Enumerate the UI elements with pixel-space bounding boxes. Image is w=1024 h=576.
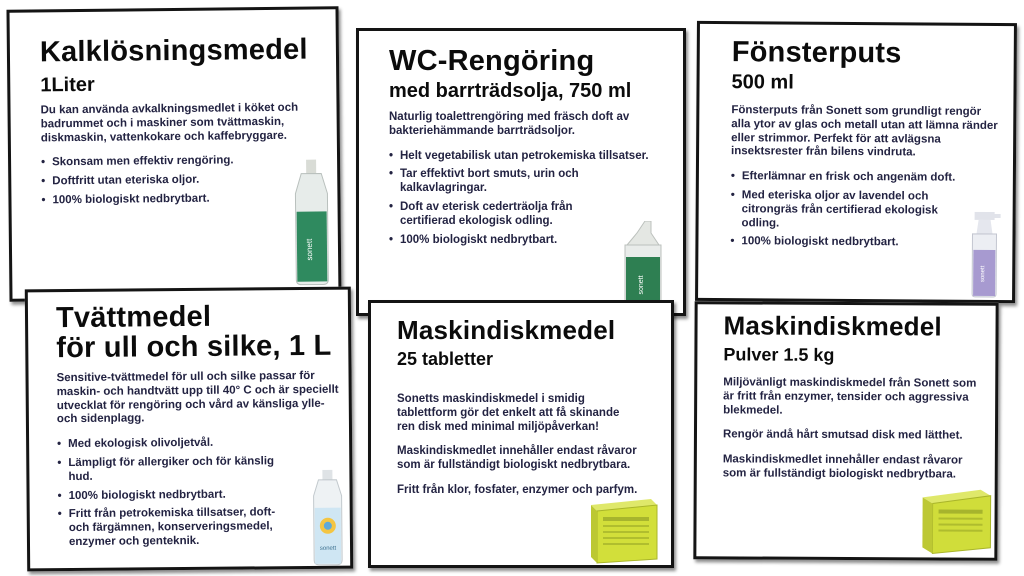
product-card-fonsterputs xyxy=(695,21,1017,303)
product-card-tvattmedel-ull-silke xyxy=(25,287,353,572)
feature-list xyxy=(730,170,971,251)
feature-item: • 100% biologiskt nedbrytbart. xyxy=(58,488,298,504)
card-paragraph: Maskindiskmedlet innehåller endast råvaror som är fullständigt biologiskt nedbrytbara. xyxy=(397,445,637,472)
card-title: Fönsterputs xyxy=(731,36,902,70)
card-paragraph: Sensitive-tvättmedel för ull och silke passar för maskin- och handtvätt upp till 40° C och är speciellt utvecklat för rengöring och vård av känsliga ylle- och sidenplagg. xyxy=(56,369,339,426)
card-title: WC-Rengöring xyxy=(389,45,595,77)
card-paragraph: Fritt från klor, fosfater, enzymer och parfym. xyxy=(397,483,638,496)
card-paragraph: Maskindiskmedlet innehåller endast råvaror som är fullständigt biologiskt nedbrytbara. xyxy=(722,453,963,481)
card-body xyxy=(723,376,986,493)
product-card-kalklosningsmedel xyxy=(6,6,341,301)
feature-list xyxy=(41,154,282,208)
card-body xyxy=(730,104,1003,256)
feature-item: • Efterlämnar en frisk och angenäm doft. xyxy=(731,170,971,185)
feature-list xyxy=(57,436,298,550)
product-bottle-image xyxy=(305,470,350,566)
product-card-maskindiskmedel-tabletter xyxy=(368,300,674,568)
feature-item: • Skonsam men effektiv rengöring. xyxy=(41,154,281,170)
feature-item: • Tar effektivt bort smuts, urin och kalkavlagringar. xyxy=(389,168,625,196)
product-label: sonett xyxy=(304,238,315,261)
product-card-wc-rengoring xyxy=(356,28,686,316)
card-title: Kalklösningsmedel xyxy=(39,33,308,69)
card-body xyxy=(56,370,340,555)
card-title: Maskindiskmedel xyxy=(397,315,616,345)
card-body xyxy=(397,393,653,509)
card-title: Maskindiskmedel xyxy=(723,310,942,342)
feature-list xyxy=(389,149,649,248)
product-bottle-image xyxy=(287,159,336,285)
card-paragraph: Naturlig toalettrengöring med fräsch doft av bakteriehämmande barrträdsoljor. xyxy=(389,111,630,137)
feature-item: • Med ekologisk olivoljetvål. xyxy=(57,436,297,452)
card-paragraph: Du kan använda avkalkningsmedlet i köket och badrummet och i maskiner som tvättmaskin, diskmaskin, vattenkokare och kaffebryggare. xyxy=(40,101,299,144)
feature-item: • Doftfritt utan eteriska oljor. xyxy=(41,173,281,189)
card-subtitle: 500 ml xyxy=(731,71,794,94)
card-paragraph: Sonetts maskindiskmedel i smidig tablettform gör det enkelt att få skinande ren disk med minimal miljöpåverkan! xyxy=(397,393,620,433)
product-label: sonett xyxy=(319,545,337,552)
feature-item: • Med eteriska oljor av lavendel och citrongräs från certifierad ekologisk odling. xyxy=(731,189,971,232)
feature-item: • Doft av eterisk cederträolja från certifierad ekologisk odling. xyxy=(389,201,625,229)
card-subtitle: 25 tabletter xyxy=(397,349,494,369)
feature-item: • Lämpligt för allergiker och för känslig hud. xyxy=(57,455,297,485)
product-box-image xyxy=(918,485,994,555)
feature-item: • 100% biologiskt nedbrytbart. xyxy=(41,192,281,208)
product-label: sonett xyxy=(638,275,645,295)
card-body xyxy=(40,101,323,213)
card-subtitle: 1Liter xyxy=(40,73,95,97)
card-paragraph: Fönsterputs från Sonett som grundligt rengör alla ytor av glas och metall utan att lämna ränder eller strimmor. Perfekt för att avlägsna insektsrester från bilens vindruta. xyxy=(731,104,998,159)
product-box-image xyxy=(585,495,663,565)
feature-item: • 100% biologiskt nedbrytbart. xyxy=(730,236,970,251)
card-paragraph: Miljövänligt maskindiskmedel från Sonett som är fritt från enzymer, tensider och aggressiva blekmedel. xyxy=(723,376,977,417)
product-label: sonett xyxy=(980,265,987,283)
card-subtitle: Pulver 1.5 kg xyxy=(723,344,835,365)
feature-item: • Fritt från petrokemiska tillsatser, doft- och färgämnen, konserveringsmedel, enzymer och genteknik. xyxy=(58,506,298,549)
card-paragraph: Rengör ändå hårt smutsad disk med lätthet. xyxy=(722,428,963,443)
product-bottle-image xyxy=(617,221,667,311)
card-subtitle: med barrträdsolja, 750 ml xyxy=(389,80,632,102)
product-spray-bottle-image xyxy=(964,212,1005,298)
feature-item: • 100% biologiskt nedbrytbart. xyxy=(389,234,625,248)
card-title: Tvättmedel för ull och silke, 1 L xyxy=(55,300,332,364)
feature-item: • Helt vegetabilisk utan petrokemiska tillsatser. xyxy=(389,150,670,164)
product-card-maskindiskmedel-pulver xyxy=(693,301,998,561)
